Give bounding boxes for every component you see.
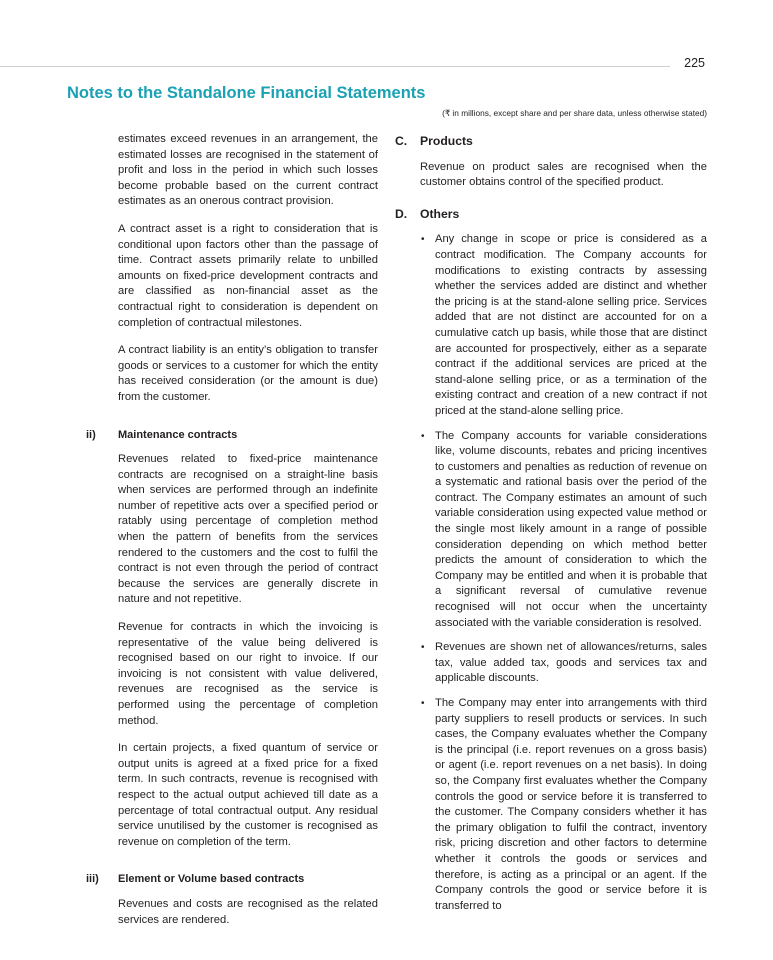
paragraph-maintenance-3: In certain projects, a fixed quantum of service or output units is agreed at a fixed price for a fixed term. In such contracts, revenue is recognised with respect to the actual output achieved till date as a percentage of total contractual output. Any residual service unutilised by the customer is recognised as revenue on completion of the term. (118, 742, 378, 848)
others-section (395, 207, 707, 915)
bullet-item (420, 640, 707, 687)
bullet-list (420, 232, 707, 914)
section-letter: D. (395, 206, 408, 221)
bullet-icon: • (421, 430, 425, 442)
bullet-item (420, 232, 707, 419)
element-volume-contracts-section (86, 872, 378, 928)
page-number: 225 (684, 56, 705, 70)
bullet-text: The Company accounts for variable considerations like, volume discounts, rebates and pricing incentives to customers and penalties as reduction of revenue on a systematic and rational basis over the period of the contract. The Company estimates an amount of such variable consideration using expected value method or the single most likely amount in a range of possible consideration depending on which method better predicts the amount of consideration to which the Company may be entitled and when it is probable that a significant reversal of cumulative revenue recognised will not occur when the uncertainty associated with the variable consideration is resolved. (435, 429, 707, 629)
left-column (86, 132, 378, 940)
paragraph-products: Revenue on product sales are recognised when the customer obtains control of the specified product. (420, 160, 707, 189)
subsection-heading: Maintenance contracts (118, 428, 238, 441)
item-number: iii) (86, 873, 99, 886)
bullet-text: Any change in scope or price is considered as a contract modification. The Company accounts for modifications to existing contracts by assessing whether the services added are distinct and whether the pricing is at the stand-alone selling price. Services added that are not distinct are accounted for on a cumulative catch up basis, while those that are distinct are accounted for prospectively, either as a separate contract if the additional services are priced at the stand-alone selling price, or as a termination of the existing contract and creation of a new contract if not priced at the stand-alone selling price. (435, 233, 707, 417)
maintenance-contracts-section (86, 428, 378, 851)
section-heading: Products (420, 134, 473, 148)
page-title: Notes to the Standalone Financial Statements (67, 84, 426, 102)
paragraph-contract-asset: A contract asset is a right to consideration that is conditional upon factors other than the passage of time. Contract assets primarily relate to unbilled amounts on fixed-price development contracts and are classified as non-financial asset as the contractual right to consideration is dependent on completion of contractual milestones. (118, 222, 378, 329)
item-number: ii) (86, 428, 96, 441)
paragraph-maintenance-1: Revenues related to fixed-price maintenance contracts are recognised on a straight-line basis when services are performed through an indefinite number of repetitive acts over a specified period or ratably using percentage of completion method when the pattern of benefits from the services rendered to the customers and the cost to fulfil the contract is not even through the period of contract because the services are generally discrete in nature and not repetitive. (118, 453, 378, 606)
bullet-text: Revenues are shown net of allowances/returns, sales tax, value added tax, goods and services tax and applicable discounts. (435, 641, 707, 685)
paragraph-onerous-contract: estimates exceed revenues in an arrangement, the estimated losses are recognised in the statement of profit and loss in the period in which such losses become probable based on the current contract estimates as an onerous contract provision. (118, 133, 378, 208)
paragraph-contract-liability: A contract liability is an entity’s obligation to transfer goods or services to a customer for which the entity has received consideration (or the amount is due) from the customer. (118, 344, 378, 403)
subsection-heading: Element or Volume based contracts (118, 873, 305, 886)
bullet-text: The Company may enter into arrangements with third party suppliers to resell products or services. In such cases, the Company evaluates whether the Company is the principal (i.e. report revenues on a gross basis) or agent (i.e. report revenues on a net basis). In doing so, the Company first evaluates whether the Company controls the good or service before it is transferred to the customer. The Company considers whether it has the primary obligation to fulfil the contract, inventory risk, pricing discretion and other factors to determine whether it controls the goods or services and therefore, is acting as a principal or an agent. If the Company controls the good or service before it is transferred to (435, 697, 707, 912)
products-section (395, 134, 707, 191)
bullet-icon: • (421, 642, 425, 654)
bullet-icon: • (421, 234, 425, 246)
bullet-icon: • (421, 698, 425, 709)
section-heading: Others (420, 206, 460, 221)
right-column (395, 134, 707, 930)
bullet-item (420, 696, 707, 914)
paragraph-maintenance-2: Revenue for contracts in which the invoicing is representative of the value being delivered is recognised based on our right to invoice. If our invoicing is not consistent with value delivered, revenues are recognised as the service is performed using the percentage of completion method. (118, 621, 378, 727)
paragraph-element-volume: Revenues and costs are recognised as the related services are rendered. (118, 897, 378, 926)
units-note: (₹ in millions, except share and per share data, unless otherwise stated) (442, 108, 707, 118)
header-rule (0, 66, 670, 67)
section-letter: C. (395, 134, 408, 148)
bullet-item (420, 429, 707, 632)
